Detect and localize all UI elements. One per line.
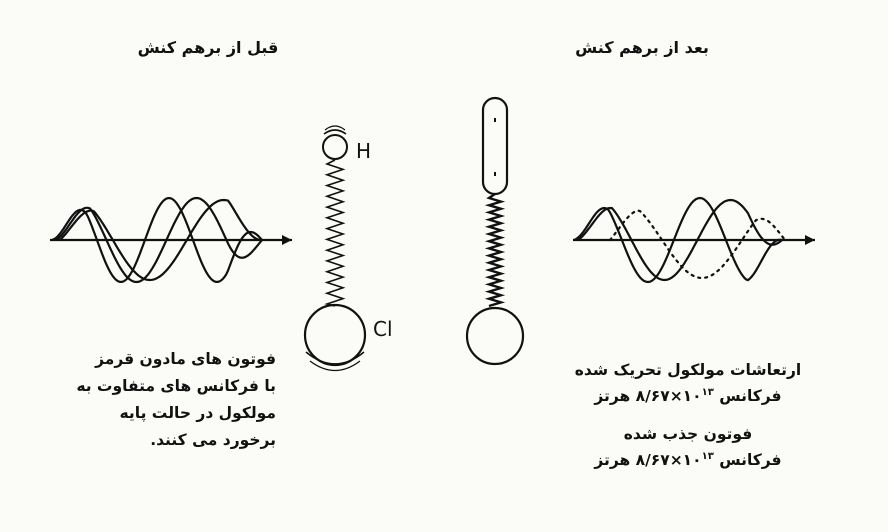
chlorine-atom: [305, 305, 365, 365]
title-before-interaction: قبل از برهم کنش: [137, 38, 279, 57]
caption-photon-line-2: [540, 447, 836, 473]
hcl-molecule-excited: [467, 98, 523, 364]
caption-after: [540, 357, 836, 473]
title-after-interaction: بعد از برهم کنش: [575, 38, 709, 57]
incoming-photons: [50, 198, 292, 282]
chlorine-atom-excited: [467, 308, 523, 364]
caption-vibration-mantissa: ۸/۶۷×۱۰: [635, 387, 702, 405]
caption-before-line-4: برخورد می کنند.: [150, 431, 276, 449]
bond-spring: [327, 160, 343, 306]
caption-photon-exponent: ۱۳: [701, 450, 714, 462]
hydrogen-atom: [323, 135, 347, 159]
caption-before-line-3: مولکول در حالت پایه: [119, 404, 276, 422]
caption-vibration-line-2: [540, 383, 836, 409]
hydrogen-motion-arc: [324, 130, 346, 134]
caption-photon-unit: هرتز: [594, 451, 636, 469]
caption-vibration-exponent: ۱۳: [701, 386, 714, 398]
caption-before: [58, 346, 276, 454]
stretched-hydrogen: [483, 98, 507, 194]
caption-vibration-prefix: فرکانس: [713, 387, 782, 405]
label-h: H: [356, 139, 372, 163]
caption-photon-line-1: فوتون جذب شده: [623, 425, 753, 443]
caption-vibration-line-1: ارتعاشات مولکول تحریک شده: [574, 361, 802, 379]
caption-vibration-value: [636, 387, 714, 405]
caption-before-line-2: با فرکانس های متفاوت به: [76, 377, 276, 395]
caption-photon-prefix: فرکانس: [713, 451, 782, 469]
left-axis-arrow: [282, 235, 292, 245]
caption-vibration-unit: هرتز: [594, 387, 636, 405]
caption-before-line-1: فوتون های مادون قرمز: [95, 350, 276, 368]
caption-photon-value: [636, 451, 714, 469]
absorbed-photon: [573, 198, 815, 282]
caption-photon-mantissa: ۸/۶۷×۱۰: [635, 451, 702, 469]
label-cl: Cl: [373, 317, 393, 341]
right-axis-arrow: [805, 235, 815, 245]
chlorine-motion-arc: [306, 352, 364, 364]
compressed-bond: [489, 194, 501, 306]
